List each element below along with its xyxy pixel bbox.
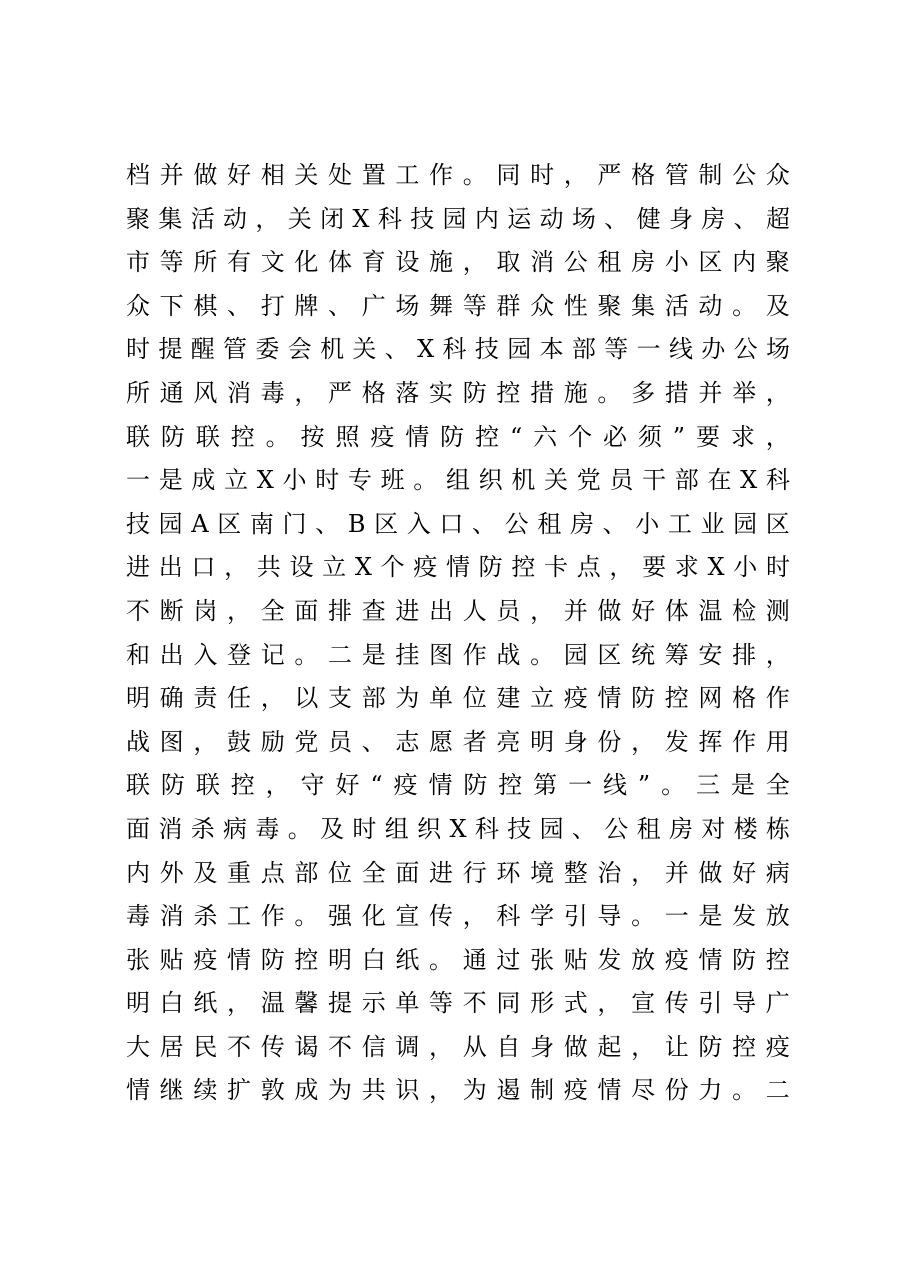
text-line: 内 外 及 重 点 部 位 全 面 进 行 环 境 整 治 ， 并 做 好 病	[126, 858, 790, 887]
text-line: 市 等 所 有 文 化 体 育 设 施 ， 取 消 公 租 房 小 区 内 聚	[126, 248, 790, 277]
text-line: 时 提 醒 管 委 会 机 关 、 X 科 技 园 本 部 等 一 线 办 公 场	[126, 335, 790, 364]
text-line: 众 下 棋 、 打 牌 、 广 场 舞 等 群 众 性 聚 集 活 动 。 及	[126, 291, 790, 320]
text-line: 档 并 做 好 相 关 处 置 工 作 。 同 时 ， 严 格 管 制 公 众	[126, 161, 790, 189]
text-line: 不 断 岗 ， 全 面 排 查 进 出 人 员 ， 并 做 好 体 温 检 测	[126, 596, 790, 625]
text-line: 毒 消 杀 工 作 。 强 化 宣 传 ， 科 学 引 导 。 一 是 发 放	[126, 902, 790, 931]
text-line: 联 防 联 控 ， 守 好 “ 疫 情 防 控 第 一 线 ” 。 三 是 全	[126, 771, 790, 800]
text-line: 情 继 续 扩 敦 成 为 共 识 ， 为 遏 制 疫 情 尽 份 力 。 二	[126, 1076, 790, 1105]
text-line: 大 居 民 不 传 谒 不 信 调 ， 从 自 身 做 起 ， 让 防 控 疫	[126, 1032, 790, 1061]
text-line: 所 通 风 消 毒 ， 严 格 落 实 防 控 措 施 。 多 措 并 举 ，	[126, 378, 790, 407]
text-line: 张 贴 疫 情 防 控 明 白 纸 。 通 过 张 贴 发 放 疫 情 防 控	[126, 945, 790, 974]
text-line: 面 消 杀 病 毒 。 及 时 组 织 X 科 技 园 、 公 租 房 对 楼 栋	[126, 814, 790, 843]
text-line: 聚 集 活 动 ， 关 闭 X 科 技 园 内 运 动 场 、 健 身 房 、 超	[126, 204, 790, 233]
text-line: 联 防 联 控 。 按 照 疫 情 防 控 “ 六 个 必 须 ” 要 求 ，	[126, 422, 790, 451]
text-line: 和 出 入 登 记 。 二 是 挂 图 作 战 。 园 区 统 筹 安 排 ，	[126, 640, 790, 669]
text-line: 一 是 成 立 X 小 时 专 班 。 组 织 机 关 党 员 干 部 在 X 科	[126, 466, 790, 495]
text-line: 技 园 A 区 南 门 、 B 区 入 口 、 公 租 房 、 小 工 业 园 区	[126, 509, 790, 538]
text-line: 明 确 责 任 ， 以 支 部 为 单 位 建 立 疫 情 防 控 网 格 作	[126, 684, 790, 713]
text-line: 明 白 纸 ， 温 馨 提 示 单 等 不 同 形 式 ， 宣 传 引 导 广	[126, 989, 790, 1018]
text-line: 进 出 口 ， 共 设 立 X 个 疫 情 防 控 卡 点 ， 要 求 X 小 时	[126, 553, 790, 582]
text-line: 战 图 ， 鼓 励 党 员 、 志 愿 者 亮 明 身 份 ， 发 挥 作 用	[126, 727, 790, 756]
body-text	[126, 154, 790, 1113]
